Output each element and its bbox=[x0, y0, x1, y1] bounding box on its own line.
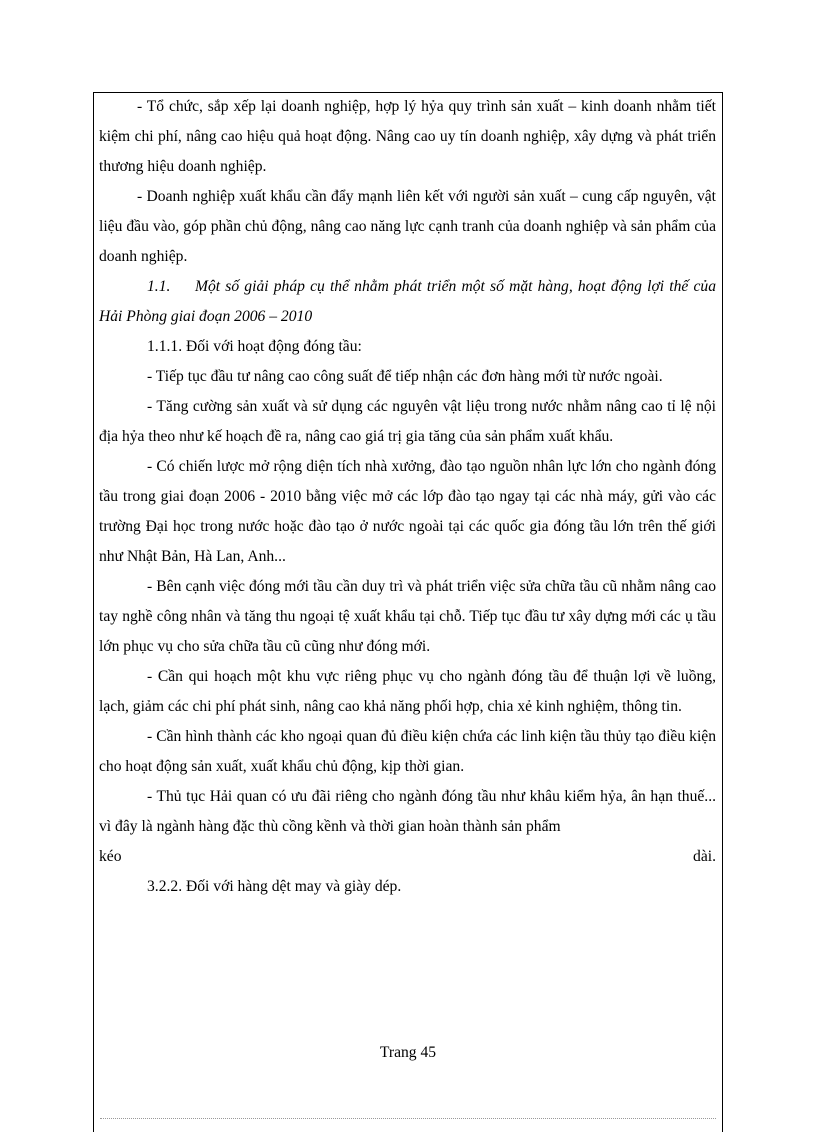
section-title: Một số giải pháp cụ thể nhằm phát triển một số mặt hàng, hoạt động lợi thế của Hải Phòng giai đoạn 2006 – 2010 bbox=[99, 278, 716, 325]
subsection-heading: 3.2.2. Đối với hàng dệt may và giày dép. bbox=[147, 878, 402, 895]
paragraph: - Có chiến lược mở rộng diện tích nhà xưởng, đào tạo nguồn nhân lực lớn cho ngành đóng tầu trong giai đoạn 2006 - 2010 bằng việc mở các lớp đào tạo ngay tại các nhà máy, gửi vào các trường Đại học trong nước hoặc đào tạo ở nước ngoài tại các quốc gia đóng tầu lớn trên thế giới như Nhật Bản, Hà Lan, Anh... bbox=[99, 458, 716, 565]
paragraph: - Thủ tục Hải quan có ưu đãi riêng cho ngành đóng tầu như khâu kiểm hỷa, ân hạn thuế... vì đây là ngành hàng đặc thù cồng kềnh và thời gian hoàn thành sản phẩm bbox=[99, 788, 716, 835]
last-line-right: dài. bbox=[693, 848, 716, 865]
section-heading bbox=[99, 272, 716, 332]
page-number: Trang 45 bbox=[379, 1044, 437, 1061]
paragraph: - Cần hình thành các kho ngoại quan đủ điều kiện chứa các linh kiện tầu thủy tạo điều kiện cho hoạt động sản xuất, xuất khẩu chủ động, kịp thời gian. bbox=[99, 728, 716, 775]
footer-divider bbox=[100, 1118, 716, 1119]
subsection-heading: 1.1.1. Đối với hoạt động đóng tầu: bbox=[147, 338, 362, 355]
paragraph: - Tăng cường sản xuất và sử dụng các nguyên vật liệu trong nước nhằm nâng cao tỉ lệ nội địa hỷa theo như kế hoạch đề ra, nâng cao giá trị gia tăng của sản phẩm xuất khẩu. bbox=[99, 398, 716, 445]
paragraph: - Bên cạnh việc đóng mới tầu cần duy trì và phát triển việc sửa chữa tầu cũ nhằm nâng cao tay nghề công nhân và tăng thu ngoại tệ xuất khẩu tại chỗ. Tiếp tục đầu tư xây dựng mới các ụ tầu lớn phục vụ cho sửa chữa tầu cũ cũng như đóng mới. bbox=[99, 578, 716, 655]
section-number: 1.1. bbox=[147, 278, 171, 295]
last-line-left: kéo bbox=[99, 848, 122, 865]
paragraph: - Tiếp tục đầu tư nâng cao công suất để tiếp nhận các đơn hàng mới từ nước ngoài. bbox=[147, 368, 663, 385]
paragraph: - Tổ chức, sắp xếp lại doanh nghiệp, hợp lý hỷa quy trình sản xuất – kinh doanh nhằm tiết kiệm chi phí, nâng cao hiệu quả hoạt động. Nâng cao uy tín doanh nghiệp, xây dựng và phát triển thương hiệu doanh nghiệp. bbox=[99, 98, 716, 175]
paragraph: - Cần qui hoạch một khu vực riêng phục vụ cho ngành đóng tầu để thuận lợi về luồng, lạch, giảm các chi phí phát sinh, nâng cao khả năng phối hợp, chia xẻ kinh nghiệm, thông tin. bbox=[99, 668, 716, 715]
paragraph: - Doanh nghiệp xuất khẩu cần đẩy mạnh liên kết với người sản xuất – cung cấp nguyên, vật liệu đầu vào, góp phần chủ động, nâng cao năng lực cạnh tranh của doanh nghiệp và sản phẩm của doanh nghiệp. bbox=[99, 188, 716, 265]
document-body bbox=[99, 92, 716, 902]
paragraph-last-line bbox=[99, 842, 716, 872]
